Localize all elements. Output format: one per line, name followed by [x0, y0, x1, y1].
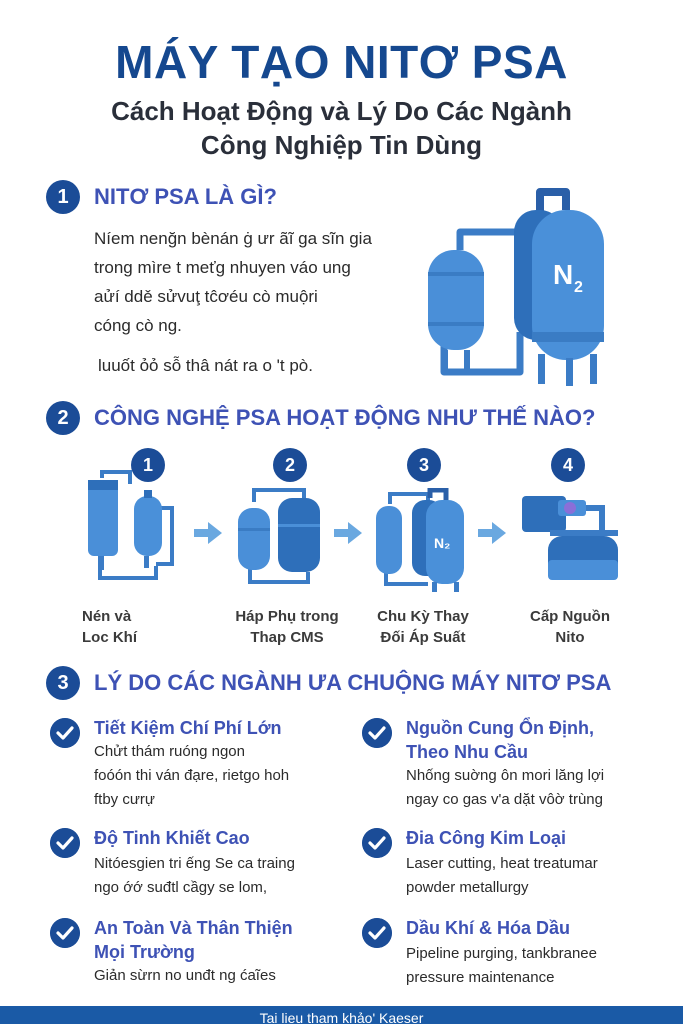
- reason-title-line: Dầu Khí & Hóa Dầu: [406, 918, 571, 938]
- reason-title: [406, 716, 594, 764]
- step-2-label: [220, 606, 354, 648]
- reason-desc-line: Pipeline purging, tankbranee: [406, 945, 597, 962]
- reason-oil-gas: [362, 918, 652, 988]
- checkmark-icon: [362, 718, 392, 748]
- step-2-label-line-2: Thap CMS: [250, 629, 324, 646]
- section-1-number: 1: [46, 180, 80, 214]
- reason-title: [406, 916, 570, 940]
- step-1-label-line-2: Loc Khí: [82, 629, 137, 646]
- reason-title-line: Mọi Trường: [94, 942, 195, 962]
- step-3-number: 3: [407, 448, 441, 482]
- section-3-title: LÝ DO CÁC NGÀNH ƯA CHUỘNG MÁY NITƠ PSA: [94, 670, 612, 695]
- reason-desc-line: Nitóesgien tri ếng Se ca traing: [94, 855, 295, 872]
- reason-desc-line: ftby cưrự: [94, 791, 155, 808]
- reason-desc-line: pressure maintenance: [406, 969, 555, 986]
- reason-desc-line: ngo ớớ suđtl cầgy se lom,: [94, 879, 268, 896]
- section-3-number: 3: [46, 666, 80, 700]
- reason-description: [94, 740, 289, 812]
- reason-title: [94, 716, 281, 740]
- reason-description: [94, 964, 276, 988]
- reason-description: [406, 942, 597, 990]
- reason-title-line: Theo Nhu Cầu: [406, 742, 528, 762]
- reason-description: [406, 764, 604, 812]
- section-2-title: CÔNG NGHỆ PSA HOẠT ĐỘNG NHƯ THẾ NÀO?: [94, 405, 596, 430]
- step-1-label: [82, 606, 162, 648]
- reason-desc-line: powder metallurgy: [406, 879, 529, 896]
- section-1-title: NITƠ PSA LÀ GÌ?: [94, 184, 277, 209]
- nitrogen-generator-illustration: [420, 182, 620, 388]
- checkmark-icon: [50, 828, 80, 858]
- footer-source: Tai lieu tham khảo' Kaeser: [0, 1006, 683, 1024]
- page-subtitle: [0, 94, 683, 162]
- checkmark-icon: [50, 918, 80, 948]
- section-1-line-3: aửí ddě sửvuţ tĉơéu cò muộri: [94, 287, 318, 306]
- checkmark-icon: [362, 918, 392, 948]
- reason-safe-eco: [50, 918, 340, 988]
- tank-n2-subscript: 2: [574, 279, 583, 296]
- reason-high-purity: [50, 828, 340, 898]
- reason-desc-line: Chửt thám ruóng ngon: [94, 743, 245, 760]
- step-4-label-line-2: Nito: [555, 629, 585, 646]
- step-4-number: 4: [551, 448, 585, 482]
- checkmark-icon: [50, 718, 80, 748]
- reason-desc-line: foóón thi ván đạre, rietgo hoh: [94, 767, 290, 784]
- reason-description: [94, 852, 295, 900]
- arrow-right-icon: [478, 522, 506, 544]
- tank-n2-label: N: [553, 259, 574, 290]
- reason-title-line: Đia Công Kim Loại: [406, 828, 567, 848]
- section-2-header: [46, 401, 595, 435]
- reason-desc-line: Laser cutting, heat treatumar: [406, 855, 598, 872]
- step-2-label-line-1: Háp Phụ trong: [235, 608, 339, 625]
- section-1-header: [46, 180, 277, 214]
- section-3-header: [46, 666, 611, 700]
- reason-stable-supply: [362, 718, 652, 808]
- section-1-line-4: cóng cò ng.: [94, 316, 182, 335]
- reason-title: [94, 916, 293, 964]
- nitrogen-supply-icon: [518, 490, 622, 586]
- reason-metal-processing: [362, 828, 652, 898]
- reason-cost-saving: [50, 718, 340, 808]
- subtitle-line-2: Công Nghiệp Tin Dùng: [200, 130, 483, 160]
- reason-title-line: Nguồn Cung Ổn Định,: [406, 718, 594, 738]
- reason-desc-line: Giản sừrn no unđt ng ćaĩes: [94, 967, 276, 984]
- step-4-label-line-1: Cấp Nguồn: [530, 608, 610, 625]
- reason-desc-line: ngay co gas v'a dặt vôờ trùng: [406, 791, 603, 808]
- page-title: MÁY TẠO NITƠ PSA: [115, 36, 568, 88]
- section-1-line-2: trong mìre t meťg nhuyen váo ung: [94, 258, 351, 277]
- subtitle-line-1: Cách Hoạt Động và Lý Do Các Ngành: [111, 96, 572, 126]
- section-1-line-1: Níem nenğn bènán ġ ưr ãĩ ga sĩn gia: [94, 229, 372, 248]
- cms-adsorption-towers-icon: [234, 484, 326, 588]
- reason-title: [406, 826, 566, 850]
- reason-title-line: Tiết Kiệm Chí Phí Lớn: [94, 718, 282, 738]
- arrow-right-icon: [334, 522, 362, 544]
- section-1-text: [94, 224, 394, 340]
- step-2-number: 2: [273, 448, 307, 482]
- reason-title-line: An Toàn Và Thân Thiện: [94, 918, 293, 938]
- arrow-right-icon: [194, 522, 222, 544]
- reason-title: [94, 826, 250, 850]
- step-4-label: [520, 606, 620, 648]
- step-1-label-line-1: Nén và: [82, 608, 132, 625]
- compressor-filter-icon: [82, 468, 182, 592]
- step-1-number: 1: [131, 448, 165, 482]
- checkmark-icon: [362, 828, 392, 858]
- step-3-label-line-1: Chu Kỳ Thay: [377, 608, 469, 625]
- pressure-swing-tanks-icon: [372, 488, 468, 592]
- step-3-label-line-2: Đối Áp Suất: [380, 629, 466, 646]
- reason-title-line: Độ Tinh Khiết Cao: [94, 828, 250, 848]
- reason-desc-line: Nhống suờng ôn mori lăng lợi: [406, 767, 605, 784]
- section-2-number: 2: [46, 401, 80, 435]
- reason-description: [406, 852, 598, 900]
- step-3-label: [358, 606, 488, 648]
- step-3-n2-label: N₂: [434, 535, 451, 551]
- section-1-extra-text: luuốt ỏỏ sỗ thâ nát ra o 't pò.: [98, 356, 313, 375]
